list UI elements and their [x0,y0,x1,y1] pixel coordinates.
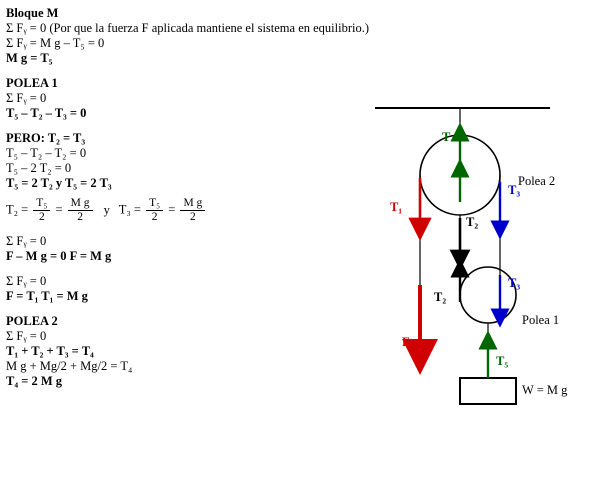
frac-right-lhs: T₃ = [118,202,141,217]
frac-conjunction: y [103,202,110,217]
label-polea-1: Polea 1 [522,313,560,327]
spacer-6 [6,304,346,314]
label-T3-lower: T₃ [508,276,521,290]
label-T: T [442,130,451,144]
polea-2-line-2: T₁ + T₂ + T₃ = T₄ [6,344,94,359]
label-T2-upper: T₂ [466,215,479,229]
spacer-5 [6,264,346,274]
bloque-m-line-2: Σ Fᵧ = M g – T₅ = 0 [6,36,105,50]
frac-left-1-den: 2 [38,211,45,224]
fuerza-f-line-1: Σ Fᵧ = 0 [6,234,47,249]
frac-right-1-den: 2 [151,211,158,224]
frac-left-lhs: T₂ = [6,202,29,217]
bloque-m-line-3: M g = T₅ [6,51,53,65]
pulley-diagram-svg [350,90,600,430]
pero-line-3: T₅ = 2 T₂ y T₅ = 2 T₃ [6,176,112,190]
solution-text-column [6,6,370,389]
block-m [460,378,516,404]
tension-1-line-2: F = T₁ T₁ = M g [6,289,88,304]
label-T1: T₁ [390,200,403,214]
frac-left-2-num: M g [68,197,93,211]
frac-eq-1: = [55,202,63,217]
pulley-system-diagram [350,90,600,430]
spacer-2 [6,121,346,131]
frac-right-2-num: M g [180,197,205,211]
fuerza-f-line-2: F – M g = 0 F = M g [6,249,112,264]
frac-left-2 [68,197,93,224]
tension-1-line-1: Σ Fᵧ = 0 [6,274,47,289]
label-T3-upper: T₃ [508,183,521,197]
frac-right-1-num: T₅ [146,197,163,211]
spacer-4 [6,224,346,234]
label-F: F [402,335,410,349]
bloque-m-line-1: Σ Fᵧ = 0 (Por que la fuerza F aplicada mantiene el sistema en equilibrio.) [6,21,370,35]
pero-line-2: T₅ – 2 T₂ = 0 [6,161,72,175]
fraction-equation-line [6,197,346,224]
polea-2-line-1: Σ Fᵧ = 0 [6,329,47,344]
polea-2-line-4: T₄ = 2 M g [6,374,63,389]
frac-right-2-den: 2 [190,211,196,224]
section-heading-pero: PERO: T₂ = T₃ [6,131,86,145]
frac-left-1 [33,197,50,224]
section-heading-bloque-m: Bloque M [6,6,59,20]
label-T2-lower: T₂ [434,290,447,304]
polea-1-line-1: Σ Fᵧ = 0 [6,91,47,105]
frac-right-1 [146,197,163,224]
polea-1-line-2: T₅ – T₂ – T₃ = 0 [6,106,87,120]
spacer-1 [6,66,346,76]
section-heading-polea-2: POLEA 2 [6,314,58,329]
label-polea-2: Polea 2 [518,174,556,188]
frac-eq-2: = [168,202,176,217]
label-weight: W = M g [522,383,568,397]
polea-2-line-3: M g + Mg/2 + Mg/2 = T₄ [6,359,133,374]
section-heading-polea-1: POLEA 1 [6,76,58,90]
frac-left-2-den: 2 [77,211,83,224]
label-T5: T₅ [496,354,509,368]
frac-left-1-num: T₅ [33,197,50,211]
frac-right-2 [180,197,205,224]
pero-line-1: T₅ – T₂ – T₂ = 0 [6,146,87,160]
